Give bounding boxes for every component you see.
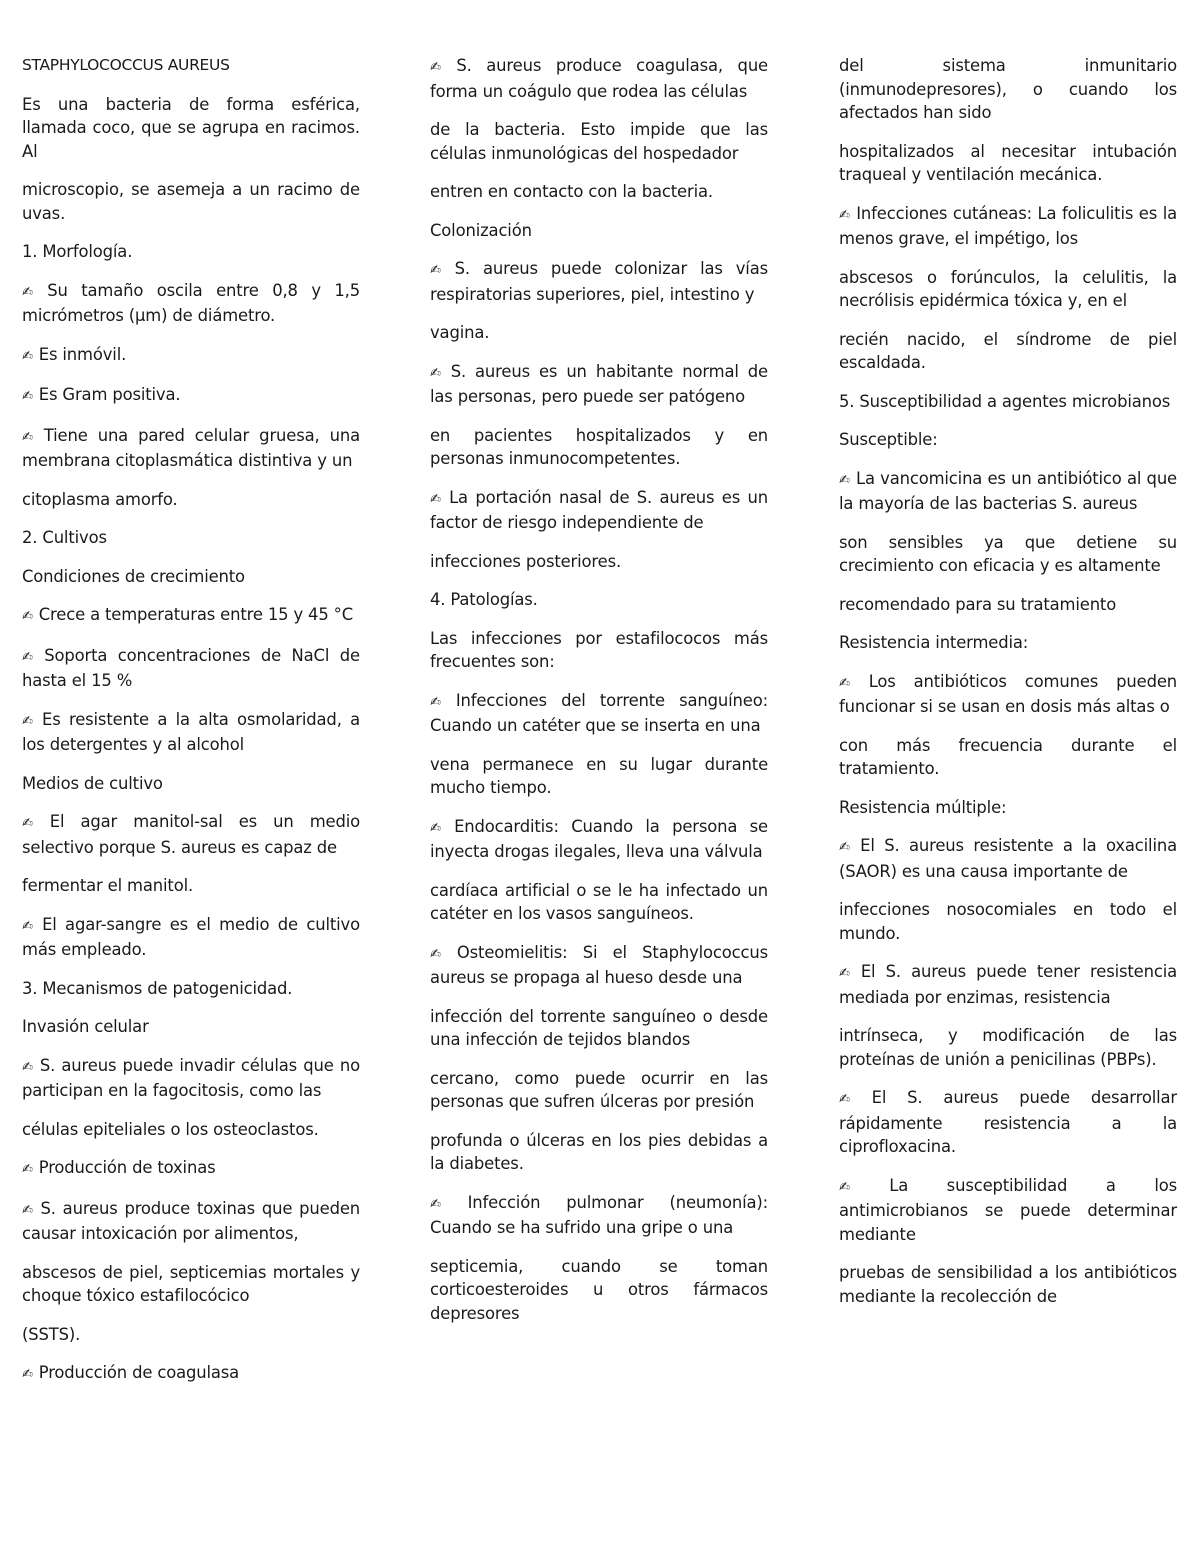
paragraph: Medios de cultivo <box>22 773 163 793</box>
bullet-paragraph: ✍ Infecciones del torrente sanguíneo: Cuando un catéter que se inserta en una <box>430 689 768 738</box>
paragraph: recién nacido, el síndrome de piel escaldada. <box>839 329 1177 372</box>
bullet-paragraph: ✍ S. aureus es un habitante normal de las personas, pero puede ser patógeno <box>430 360 768 409</box>
document-title: STAPHYLOCOCCUS AUREUS <box>22 56 230 74</box>
column-3 <box>839 54 1177 1323</box>
paragraph: Invasión celular <box>22 1017 149 1036</box>
paragraph: septicemia, cuando se toman corticoesteroides u otros fármacos depresores <box>430 1256 768 1323</box>
bullet-paragraph: ✍ Infección pulmonar (neumonía): Cuando se ha sufrido una gripe o una <box>430 1191 768 1240</box>
paragraph: en pacientes hospitalizados y en personas inmunocompetentes. <box>430 425 768 468</box>
paragraph: con más frecuencia durante el tratamiento. <box>839 735 1177 778</box>
bullet-paragraph: ✍ El agar manitol-sal es un medio selectivo porque S. aureus es capaz de <box>22 810 360 859</box>
paragraph: vagina. <box>430 323 490 342</box>
bullet-paragraph: ✍ Producción de coagulasa <box>22 1361 360 1387</box>
paragraph: vena permanece en su lugar durante mucho tiempo. <box>430 754 768 797</box>
bullet-paragraph: ✍ El S. aureus puede desarrollar rápidamente resistencia a la ciprofloxacina. <box>839 1086 1177 1159</box>
paragraph: infecciones posteriores. <box>430 551 622 571</box>
bullet-paragraph: ✍ S. aureus produce coagulasa, que forma un coágulo que rodea las células <box>430 54 768 103</box>
bullet-paragraph: ✍ Su tamaño oscila entre 0,8 y 1,5 micrómetros (μm) de diámetro. <box>22 279 360 328</box>
paragraph: 4. Patologías. <box>430 590 538 609</box>
paragraph: 2. Cultivos <box>22 528 107 547</box>
bullet-paragraph: ✍ Es Gram positiva. <box>22 383 360 409</box>
bullet-paragraph: ✍ S. aureus produce toxinas que pueden causar intoxicación por alimentos, <box>22 1197 360 1246</box>
paragraph: Es una bacteria de forma esférica, llamada coco, que se agrupa en racimos. Al <box>22 94 360 161</box>
column-1 <box>22 54 360 1402</box>
paragraph: son sensibles ya que detiene su crecimiento con eficacia y es altamente <box>839 532 1177 575</box>
paragraph: hospitalizados al necesitar intubación traqueal y ventilación mecánica. <box>839 141 1177 184</box>
bullet-paragraph: ✍ El agar-sangre es el medio de cultivo más empleado. <box>22 913 360 962</box>
paragraph: profunda o úlceras en los pies debidas a la diabetes. <box>430 1130 768 1173</box>
bullet-paragraph: ✍ Endocarditis: Cuando la persona se inyecta drogas ilegales, lleva una válvula <box>430 815 768 864</box>
paragraph: abscesos o forúnculos, la celulitis, la necrólisis epidérmica tóxica y, en el <box>839 267 1177 310</box>
bullet-paragraph: ✍ Los antibióticos comunes pueden funcionar si se usan en dosis más altas o <box>839 670 1177 719</box>
paragraph: de la bacteria. Esto impide que las células inmunológicas del hospedador <box>430 120 768 163</box>
bullet-paragraph: ✍ S. aureus puede colonizar las vías respiratorias superiores, piel, intestino y <box>430 257 768 306</box>
paragraph: Resistencia intermedia: <box>839 633 1029 652</box>
paragraph: infecciones nosocomiales en todo el mundo. <box>839 900 1177 943</box>
paragraph: (SSTS). <box>22 1324 81 1344</box>
paragraph: entren en contacto con la bacteria. <box>430 182 713 201</box>
bullet-paragraph: ✍ La susceptibilidad a los antimicrobianos se puede determinar mediante <box>839 1174 1177 1247</box>
bullet-paragraph: ✍ La vancomicina es un antibiótico al que la mayoría de las bacterias S. aureus <box>839 467 1177 516</box>
paragraph: 3. Mecanismos de patogenicidad. <box>22 978 293 998</box>
bullet-paragraph: ✍ Es resistente a la alta osmolaridad, a los detergentes y al alcohol <box>22 708 360 757</box>
bullet-paragraph: ✍ Es inmóvil. <box>22 343 360 369</box>
paragraph: fermentar el manitol. <box>22 876 194 895</box>
bullet-paragraph: ✍ Osteomielitis: Si el Staphylococcus aureus se propaga al hueso desde una <box>430 941 768 990</box>
bullet-paragraph: ✍ La portación nasal de S. aureus es un factor de riesgo independiente de <box>430 486 768 535</box>
paragraph: abscesos de piel, septicemias mortales y choque tóxico estafilocócico <box>22 1262 360 1305</box>
bullet-paragraph: ✍ Soporta concentraciones de NaCl de hasta el 15 % <box>22 644 360 693</box>
bullet-paragraph: ✍ Infecciones cutáneas: La foliculitis es la menos grave, el impétigo, los <box>839 202 1177 251</box>
bullet-paragraph: ✍ El S. aureus resistente a la oxacilina (SAOR) es una causa importante de <box>839 834 1177 883</box>
paragraph: citoplasma amorfo. <box>22 489 178 509</box>
paragraph: 1. Morfología. <box>22 242 133 261</box>
paragraph: células epiteliales o los osteoclastos. <box>22 1119 319 1139</box>
paragraph: Resistencia múltiple: <box>839 797 1007 817</box>
bullet-paragraph: ✍ El S. aureus puede tener resistencia mediada por enzimas, resistencia <box>839 960 1177 1009</box>
paragraph: Susceptible: <box>839 430 938 449</box>
paragraph: microscopio, se asemeja a un racimo de uvas. <box>22 180 360 223</box>
bullet-paragraph: ✍ Crece a temperaturas entre 15 y 45 °C <box>22 603 360 629</box>
column-2 <box>430 54 768 1340</box>
paragraph: pruebas de sensibilidad a los antibióticos mediante la recolección de <box>839 1263 1177 1306</box>
paragraph: Condiciones de crecimiento <box>22 566 245 586</box>
paragraph: cardíaca artificial o se le ha infectado un catéter en los vasos sanguíneos. <box>430 880 768 923</box>
paragraph: intrínseca, y modificación de las proteínas de unión a penicilinas (PBPs). <box>839 1026 1177 1069</box>
paragraph: del sistema inmunitario (inmunodepresores), o cuando los afectados han sido <box>839 56 1177 122</box>
paragraph: Las infecciones por estafilococos más frecuentes son: <box>430 628 768 671</box>
paragraph: infección del torrente sanguíneo o desde una infección de tejidos blandos <box>430 1006 768 1049</box>
bullet-paragraph: ✍ S. aureus puede invadir células que no participan en la fagocitosis, como las <box>22 1054 360 1103</box>
paragraph: 5. Susceptibilidad a agentes microbianos <box>839 391 1171 411</box>
paragraph: recomendado para su tratamiento <box>839 594 1117 614</box>
paragraph: Colonización <box>430 220 532 240</box>
paragraph: cercano, como puede ocurrir en las personas que sufren úlceras por presión <box>430 1068 768 1111</box>
bullet-paragraph: ✍ Producción de toxinas <box>22 1156 360 1182</box>
bullet-paragraph: ✍ Tiene una pared celular gruesa, una membrana citoplasmática distintiva y un <box>22 424 360 473</box>
